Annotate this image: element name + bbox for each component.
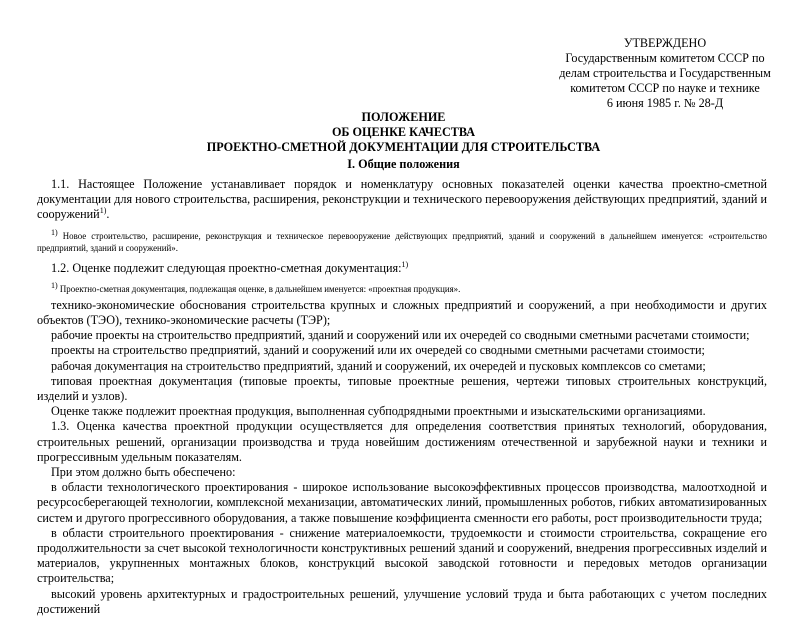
list-item: типовая проектная документация (типовые проекты, типовые проектные решения, чертежи типовых строительных конструкций, изделий и узлов).	[37, 373, 767, 404]
approval-line: 6 июня 1985 г. № 28-Д	[606, 96, 724, 110]
paragraph-text: 1.1. Настоящее Положение устанавливает порядок и номенклатуру основных показателей оценки качества проектно-сметной документации для нового строительства, расширения, реконструкции и технического перевооружения действующих предприятий, зданий и сооружений	[37, 177, 767, 222]
document-title	[0, 110, 807, 155]
title-line: ПРОЕКТНО-СМЕТНОЙ ДОКУМЕНТАЦИИ ДЛЯ СТРОИТЕЛЬСТВА	[206, 140, 601, 154]
bullet-technology: в области технологического проектирования - широкое использование высокоэффективных процессов производства, малоотходной и ресурсосберегающей технологии, комплексной механизации, автоматических линий, промышленных роботов, гибких автоматизированных систем и другого прогрессивного оборудования, а также повышение коэффициента сменности его работы, рост производительности труда;	[37, 480, 767, 525]
footnote-ref: 1)	[99, 206, 107, 216]
list-item: рабочие проекты на строительство предприятий, зданий и сооружений или их очередей со сводными сметными расчетами стоимости;	[51, 328, 750, 343]
footnote-mark: 1)	[51, 280, 58, 290]
paragraph-text: 1.2. Оценке подлежит следующая проектно-сметная документация:	[51, 260, 402, 275]
list-item: технико-экономические обоснования строительства крупных и сложных предприятий и сооружений, а при необходимости и других объектов (ТЭО), технико-экономические расчеты (ТЭР);	[37, 297, 767, 328]
section-title: I. Общие положения	[347, 157, 460, 171]
paragraph-1-2	[37, 261, 767, 276]
footnote-ref: 1)	[401, 259, 409, 269]
title-line: ПОЛОЖЕНИЕ	[361, 110, 446, 124]
paragraph-1-1	[37, 177, 767, 223]
approval-line: комитетом СССР по науке и технике	[570, 81, 760, 95]
paragraph-1-3: 1.3. Оценка качества проектной продукции осуществляется для определения соответствия принятых технологий, оборудования, строительных решений, организации производства и труда новейшим достижениям отечественной и зарубежной науки и техники и прогрессивным удельным показателям.	[37, 419, 767, 464]
approval-stamp	[540, 36, 790, 111]
footnote-mark: 1)	[51, 227, 58, 237]
bullet-architecture: высокий уровень архитектурных и градостроительных решений, улучшение условий труда и быта работающих с учетом последних достижений	[37, 586, 767, 616]
bullet-construction: в области строительного проектирования - снижение материалоемкости, трудоемкости и стоимости строительства, сокращение его продолжительности за счет высокой технологичности конструктивных решений зданий и сооружений, внедрения прогрессивных изделий и материалов, укрупненных монтажных блоков, конструкций высокой заводской готовности и передовых методов организации строительства;	[37, 525, 767, 586]
paragraph-also: Оценке также подлежит проектная продукция, выполненная субподрядными проектными и изыскательскими организациями.	[51, 404, 706, 419]
document-body	[37, 177, 767, 617]
approval-line: делам строительства и Государственным	[559, 66, 771, 80]
approval-line: Государственным комитетом СССР по	[565, 51, 765, 65]
paragraph-ensure: При этом должно быть обеспечено:	[51, 465, 236, 480]
footnote-2	[37, 280, 767, 295]
footnote-text: Новое строительство, расширение, реконструкция и техническое перевооружение действующих предприятий, зданий и сооружений в дальнейшем именуется: «строительство предприятий, зданий и сооружений».	[37, 230, 767, 253]
list-item: проекты на строительство предприятий, зданий и сооружений или их очередей со сводными сметными расчетами стоимости;	[51, 343, 705, 358]
approval-line: УТВЕРЖДЕНО	[623, 36, 707, 50]
paragraph-end: .	[106, 207, 110, 222]
footnote-text: Проектно-сметная документация, подлежащая оценке, в дальнейшем именуется: «проектная продукция».	[57, 283, 461, 294]
footnote-1	[37, 227, 767, 254]
title-line: ОБ ОЦЕНКЕ КАЧЕСТВА	[331, 125, 476, 139]
list-item: рабочая документация на строительство предприятий, зданий и сооружений, их очередей и пусковых комплексов со сметами;	[51, 358, 706, 373]
